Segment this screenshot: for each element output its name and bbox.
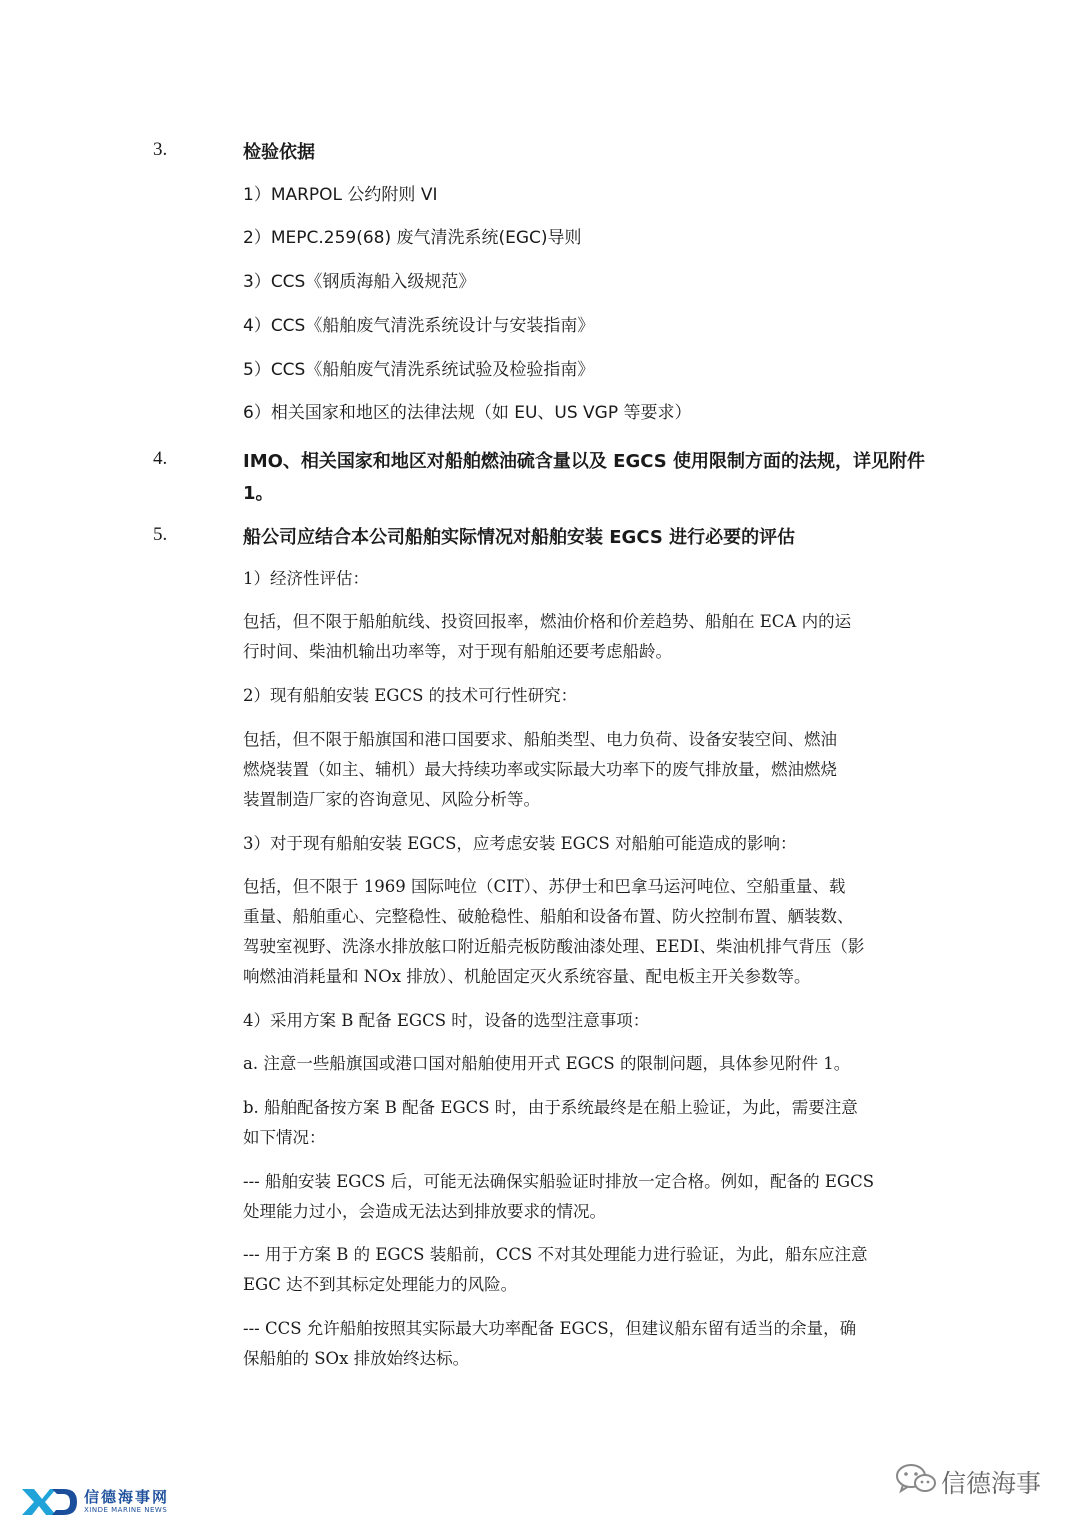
paragraph-line: 重量、船舶重心、完整稳性、破舱稳性、船舶和设备布置、防火控制布置、舾装数、 (243, 907, 854, 926)
wechat-watermark (895, 1460, 1055, 1500)
paragraph-line: 包括，但不限于 1969 国际吨位（CIT）、苏伊士和巴拿马运河吨位、空船重量、载 (243, 877, 846, 896)
basis-item: 3）CCS《钢质海船入级规范》 (243, 272, 476, 292)
paragraph-line: 燃烧装置（如主、辅机）最大持续功率或实际最大功率下的废气排放量，燃油燃烧 (243, 760, 837, 779)
paragraph-line: 保船舶的 SOx 排放始终达标。 (243, 1349, 470, 1368)
paragraph-line: 响燃油消耗量和 NOx 排放）、机舱固定灭火系统容量、配电板主开关参数等。 (243, 967, 811, 986)
section-number: 5. (153, 524, 168, 545)
section-heading: IMO、相关国家和地区对船舶燃油硫含量以及 EGCS 使用限制方面的法规，详见附件 (243, 451, 926, 472)
basis-item: 2）MEPC.259(68) 废气清洗系统(EGC)导则 (243, 228, 582, 248)
paragraph-line: 包括，但不限于船舶航线、投资回报率，燃油价格和价差趋势、船舶在 ECA 内的运 (243, 612, 852, 631)
paragraph-title: 4）采用方案 B 配备 EGCS 时，设备的选型注意事项： (243, 1011, 650, 1030)
paragraph-line: 处理能力过小，会造成无法达到排放要求的情况。 (243, 1202, 606, 1221)
paragraph-line: 驾驶室视野、洗涤水排放舷口附近船壳板防酸油漆处理、EEDI、柴油机排气背压（影 (243, 937, 865, 956)
paragraph-line: --- 用于方案 B 的 EGCS 装船前，CCS 不对其处理能力进行验证，为此，船东应注意 (243, 1245, 868, 1264)
section-number: 3. (153, 139, 168, 160)
basis-item: 5）CCS《船舶废气清洗系统试验及检验指南》 (243, 360, 595, 380)
section-heading: 船公司应结合本公司船舶实际情况对船舶安装 EGCS 进行必要的评估 (243, 527, 796, 548)
watermark-text: 信德海事 (941, 1469, 1042, 1498)
paragraph-title: 2）现有船舶安装 EGCS 的技术可行性研究： (243, 686, 578, 705)
basis-item: 6）相关国家和地区的法律法规（如 EU、US VGP 等要求） (243, 403, 692, 423)
paragraph-title: 3）对于现有船舶安装 EGCS，应考虑安装 EGCS 对船舶可能造成的影响： (243, 834, 797, 853)
section-number: 4. (153, 448, 168, 469)
wechat-icon (895, 1462, 937, 1496)
paragraph-line: 装置制造厂家的咨询意见、风险分析等。 (243, 790, 540, 809)
paragraph-title: 1）经济性评估： (243, 569, 369, 588)
paragraph-line: --- CCS 允许船舶按照其实际最大功率配备 EGCS，但建议船东留有适当的余量，确 (243, 1319, 857, 1338)
paragraph-line: b. 船舶配备按方案 B 配备 EGCS 时，由于系统最终是在船上验证，为此，需要注意 (243, 1098, 858, 1117)
basis-item: 1）MARPOL 公约附则 VI (243, 185, 438, 205)
paragraph-line: a. 注意一些船旗国或港口国对船舶使用开式 EGCS 的限制问题，具体参见附件 1。 (243, 1054, 851, 1073)
paragraph-line: EGC 达不到其标定处理能力的风险。 (243, 1275, 518, 1294)
logo-english-text: XINDE MARINE NEWS (84, 1506, 168, 1514)
section-heading: 检验依据 (243, 142, 315, 163)
logo-chinese-text: 信德海事网 (84, 1488, 170, 1506)
xd-logo-icon (20, 1486, 78, 1516)
paragraph-line: 行时间、柴油机输出功率等，对于现有船舶还要考虑船龄。 (243, 642, 672, 661)
paragraph-line: 包括，但不限于船旗国和港口国要求、船舶类型、电力负荷、设备安装空间、燃油 (243, 730, 837, 749)
xinde-logo (20, 1486, 180, 1520)
basis-item: 4）CCS《船舶废气清洗系统设计与安装指南》 (243, 316, 595, 336)
paragraph-line: 如下情况： (243, 1128, 326, 1147)
section-heading-cont: 1。 (243, 483, 274, 504)
paragraph-line: --- 船舶安装 EGCS 后，可能无法确保实船验证时排放一定合格。例如，配备的 EGCS (243, 1172, 875, 1191)
